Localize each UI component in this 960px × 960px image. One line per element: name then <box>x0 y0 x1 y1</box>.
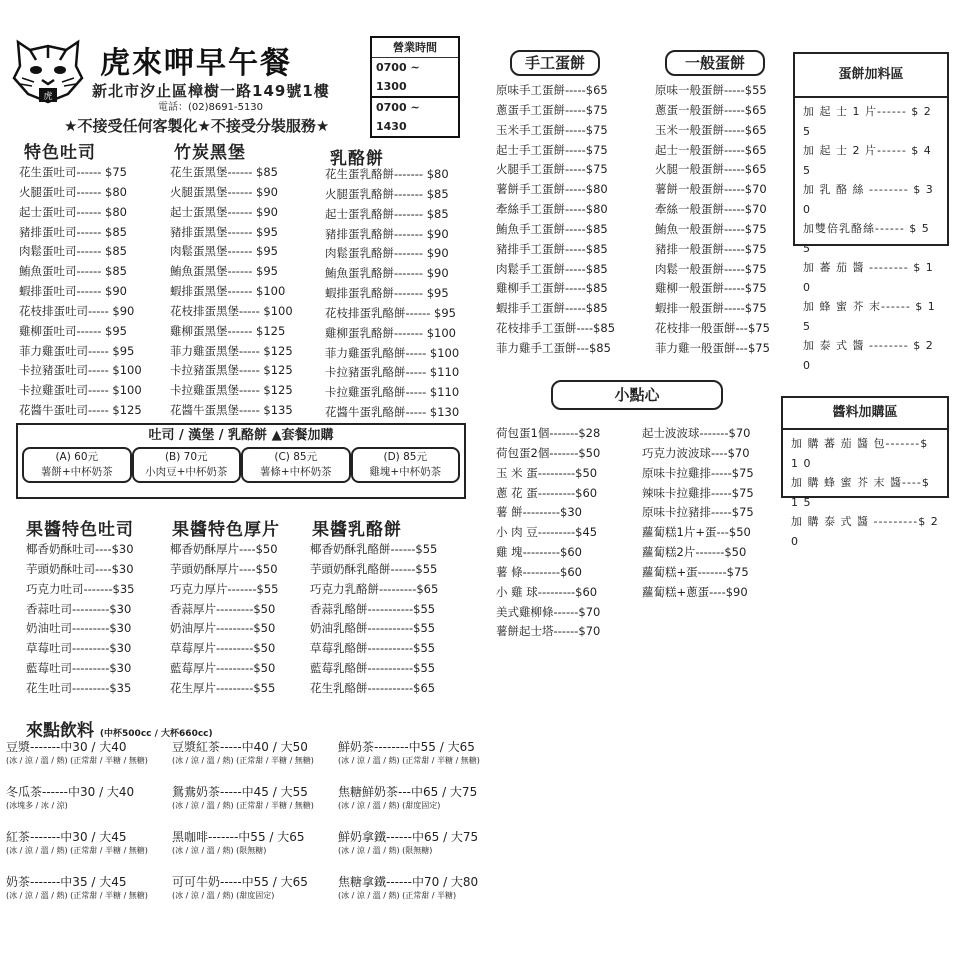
snacks-right-list <box>642 424 754 603</box>
drink-name-price: 鮮奶拿鐵------中65 / 大75 <box>338 830 479 844</box>
drink-name-price: 豆漿-------中30 / 大40 <box>6 740 127 754</box>
menu-item: 芋頭奶酥吐司----$30 <box>26 561 134 576</box>
menu-item: 豬排手工蛋餅-----$85 <box>496 241 608 256</box>
menu-item: 蘿蔔糕1片+蛋---$50 <box>642 525 751 540</box>
menu-item: 花生厚片---------$55 <box>170 680 276 695</box>
menu-item: 花枝排手工蛋餅----$85 <box>496 321 616 336</box>
menu-item: 薯 餅---------$30 <box>496 505 582 520</box>
menu-item: 花生蛋黑堡------ $85 <box>170 165 279 179</box>
menu-item: 蔥 花 蛋---------$60 <box>496 485 598 500</box>
hours-box <box>370 36 460 138</box>
drink-name-price: 鴛鴦奶茶-----中45 / 大55 <box>172 785 308 799</box>
addon-item: 加 蕃 茄 醬 -------- $ 1 0 <box>803 261 934 294</box>
menu-item: 起士波波球-------$70 <box>642 426 751 440</box>
menu-item: 卡拉雞蛋吐司----- $100 <box>19 383 142 398</box>
menu-item: 蘿蔔糕2片-------$50 <box>642 545 747 560</box>
menu-item: 玉米一般蛋餅-----$65 <box>655 122 767 137</box>
egg-addon-list <box>795 98 947 379</box>
cheese-title: 乳酪餅 <box>330 149 384 169</box>
menu-item: 起士蛋黑堡------ $90 <box>170 204 279 219</box>
menu-item: 藍莓吐司---------$30 <box>26 661 132 676</box>
drink-item <box>338 873 478 901</box>
menu-item: 鮪魚一般蛋餅-----$75 <box>655 221 767 236</box>
jam-toast-list <box>26 540 135 699</box>
combo-options <box>18 447 464 483</box>
drinks-subtitle: (中杯500cc / 大杯660cc) <box>99 729 213 739</box>
menu-item: 蝦排蛋乳酪餅------- $95 <box>325 286 449 301</box>
drink-options: (冰 / 涼 / 溫 / 熱) (正常甜 / 半糖 / 無糖) <box>338 756 480 765</box>
no-custom-notice: ★不接受任何客製化★不接受分裝服務★ <box>64 117 330 135</box>
menu-item: 草莓吐司---------$30 <box>26 641 132 656</box>
drink-item <box>6 828 148 856</box>
menu-item: 原味卡拉雞排-----$75 <box>642 465 754 480</box>
menu-item: 芋頭奶酥乳酪餅------$55 <box>310 561 438 576</box>
menu-item: 荷包蛋2個-------$50 <box>496 445 601 460</box>
drink-name-price: 黑咖啡-------中55 / 大65 <box>172 830 305 844</box>
drink-options: (冰 / 涼 / 溫 / 熱) (正常甜 / 半糖 / 無糖) <box>172 801 314 810</box>
combo-option-content: 薯餅+中杯奶茶 <box>40 466 113 478</box>
menu-item: 美式雞柳條------$70 <box>496 604 601 619</box>
drink-item <box>172 738 314 766</box>
menu-item: 花生蛋乳酪餅------- $80 <box>325 167 449 181</box>
drink-options: (冰 / 涼 / 溫 / 熱) (甜度固定) <box>338 801 441 810</box>
menu-item: 花生吐司---------$35 <box>26 680 132 695</box>
menu-item: 香蒜厚片---------$50 <box>170 601 276 616</box>
drink-item <box>338 783 477 811</box>
menu-item: 芋頭奶酥厚片----$50 <box>170 561 278 576</box>
combo-option <box>351 447 461 483</box>
menu-item: 肉鬆蛋黑堡------ $95 <box>170 244 279 259</box>
drink-item <box>6 738 148 766</box>
menu-item: 鮪魚蛋乳酪餅------- $90 <box>325 266 449 281</box>
menu-item: 花生乳酪餅-----------$65 <box>310 680 436 695</box>
drink-name-price: 鮮奶茶--------中55 / 大65 <box>338 740 475 754</box>
menu-item: 雞柳手工蛋餅-----$85 <box>496 281 608 296</box>
menu-item: 起士蛋乳酪餅------- $85 <box>325 206 449 221</box>
combo-box <box>16 423 466 499</box>
menu-item: 奶油厚片---------$50 <box>170 621 276 636</box>
menu-item: 花生蛋吐司------ $75 <box>19 165 128 179</box>
menu-item: 卡拉豬蛋吐司----- $100 <box>19 363 142 378</box>
menu-item: 花枝排蛋黑堡----- $100 <box>170 303 293 318</box>
drink-options: (冰 / 涼 / 溫 / 熱) (正常甜 / 半糖 / 無糖) <box>6 846 148 855</box>
menu-item: 牽絲手工蛋餅-----$80 <box>496 202 608 217</box>
menu-item: 起士蛋吐司------ $80 <box>19 204 128 219</box>
menu-item: 奶油吐司---------$30 <box>26 621 132 636</box>
addon-item: 加 購 泰 式 醬 ---------$ 2 0 <box>791 515 939 548</box>
hours-weekend: 0700 ~ 1430 <box>376 101 420 133</box>
drink-item <box>338 738 480 766</box>
jam-toast-title: 果醬特色吐司 <box>26 520 134 540</box>
menu-item: 辣味卡拉雞排-----$75 <box>642 485 754 500</box>
drink-name-price: 冬瓜茶------中30 / 大40 <box>6 785 135 799</box>
menu-item: 卡拉雞蛋黑堡----- $125 <box>170 383 293 398</box>
menu-item: 蝦排一般蛋餅-----$75 <box>655 301 767 316</box>
jam-cheese-title: 果醬乳酪餅 <box>312 520 402 540</box>
drink-options: (冰 / 涼 / 溫 / 熱) (正常甜 / 半糖) <box>338 891 457 900</box>
menu-item: 巧克力波波球----$70 <box>642 445 750 460</box>
jam-thick-list <box>170 540 279 699</box>
tiger-logo <box>6 32 90 106</box>
menu-item: 薯餅手工蛋餅-----$80 <box>496 182 608 197</box>
menu-item: 蔥蛋一般蛋餅-----$65 <box>655 102 767 117</box>
menu-item: 香蒜乳酪餅-----------$55 <box>310 601 436 616</box>
normal-title: 一般蛋餅 <box>665 50 765 76</box>
menu-item: 原味卡拉豬排-----$75 <box>642 505 754 520</box>
drink-name-price: 豆漿紅茶-----中40 / 大50 <box>172 740 308 754</box>
menu-item: 椰香奶酥吐司----$30 <box>26 542 134 556</box>
drink-name-price: 焦糖鮮奶茶---中65 / 大75 <box>338 785 478 799</box>
menu-item: 小 肉 豆---------$45 <box>496 525 598 540</box>
menu-item: 菲力雞蛋黑堡----- $125 <box>170 343 293 358</box>
menu-item: 花醬牛蛋吐司----- $125 <box>19 403 142 418</box>
menu-item: 巧克力吐司-------$35 <box>26 581 135 596</box>
drink-item <box>172 873 308 901</box>
menu-item: 火腿蛋乳酪餅------- $85 <box>325 186 449 201</box>
menu-item: 雞柳蛋吐司------ $95 <box>19 323 128 338</box>
menu-item: 花枝排蛋吐司----- $90 <box>19 303 135 318</box>
menu-item: 藍莓厚片---------$50 <box>170 661 276 676</box>
menu-item: 椰香奶酥乳酪餅------$55 <box>310 542 438 556</box>
menu-item: 荷包蛋1個-------$28 <box>496 426 601 440</box>
combo-option-price: (A) 60元 <box>55 451 99 463</box>
menu-item: 花枝排蛋乳酪餅------ $95 <box>325 305 457 320</box>
jam-cheese-list <box>310 540 438 699</box>
addon-item: 加 起 士 1 片------ $ 2 5 <box>803 105 932 138</box>
menu-item: 鮪魚手工蛋餅-----$85 <box>496 221 608 236</box>
shop-name: 虎來呷早午餐 <box>100 46 292 81</box>
combo-option <box>241 447 351 483</box>
sauce-addon-box <box>781 396 949 548</box>
menu-item: 花醬牛蛋黑堡----- $135 <box>170 403 293 418</box>
menu-item: 花醬牛蛋乳酪餅----- $130 <box>325 405 460 420</box>
menu-item: 草莓乳酪餅-----------$55 <box>310 641 436 656</box>
menu-item: 雞柳一般蛋餅-----$75 <box>655 281 767 296</box>
menu-item: 火腿手工蛋餅-----$75 <box>496 162 608 177</box>
drinks-title-text: 來點飲料 <box>26 721 94 741</box>
menu-item: 豬排蛋黑堡------ $95 <box>170 224 279 239</box>
menu-item: 巧克力乳酪餅---------$65 <box>310 581 439 596</box>
shop-address: 新北市汐止區樟樹一路149號1樓 <box>92 82 330 100</box>
menu-item: 椰香奶酥厚片----$50 <box>170 542 278 556</box>
addon-item: 加 乳 酪 絲 -------- $ 3 0 <box>803 183 934 216</box>
drink-name-price: 可可牛奶-----中55 / 大65 <box>172 875 308 889</box>
menu-item: 火腿蛋黑堡------ $90 <box>170 184 279 199</box>
menu-item: 玉米手工蛋餅-----$75 <box>496 122 608 137</box>
drink-options: (冰 / 涼 / 溫 / 熱) (正常甜 / 半糖 / 無糖) <box>6 756 148 765</box>
drink-name-price: 焦糖拿鐵------中70 / 大80 <box>338 875 479 889</box>
egg-addon-box <box>793 52 949 372</box>
menu-item: 卡拉雞蛋乳酪餅----- $110 <box>325 385 460 400</box>
drink-name-price: 奶茶-------中35 / 大45 <box>6 875 127 889</box>
menu-item: 蘿蔔糕+蔥蛋----$90 <box>642 584 748 599</box>
menu-item: 藍莓乳酪餅-----------$55 <box>310 661 436 676</box>
menu-item: 雞柳蛋乳酪餅------- $100 <box>325 325 456 340</box>
menu-item: 肉鬆蛋乳酪餅------- $90 <box>325 246 449 261</box>
addon-item: 加 起 士 2 片------ $ 4 5 <box>803 144 932 177</box>
jam-thick-title: 果醬特色厚片 <box>172 520 280 540</box>
menu-item: 起士一般蛋餅-----$65 <box>655 142 767 157</box>
egg-addon-title: 蛋餅加料區 <box>795 54 947 98</box>
snacks-title: 小點心 <box>551 380 723 410</box>
combo-option-content: 雞塊+中杯奶茶 <box>369 466 442 478</box>
drink-item <box>172 828 305 856</box>
menu-item: 蔥蛋手工蛋餅-----$75 <box>496 102 608 117</box>
handmade-list <box>496 81 615 359</box>
sauce-addon-list <box>783 430 947 555</box>
menu-item: 鮪魚蛋黑堡------ $95 <box>170 264 279 279</box>
drink-options: (冰塊多 / 冰 / 涼) <box>6 801 68 810</box>
menu-item: 奶油乳酪餅-----------$55 <box>310 621 436 636</box>
addon-item: 加 蜂 蜜 芥 末------ $ 1 5 <box>803 300 936 333</box>
combo-option-content: 薯條+中杯奶茶 <box>259 466 332 478</box>
cheese-list <box>325 165 459 423</box>
menu-item: 卡拉豬蛋黑堡----- $125 <box>170 363 293 378</box>
menu-item: 豬排蛋吐司------ $85 <box>19 224 128 239</box>
menu-item: 花枝排一般蛋餅---$75 <box>655 321 770 336</box>
hours-title: 營業時間 <box>372 38 458 58</box>
menu-item: 原味一般蛋餅-----$55 <box>655 83 767 97</box>
handmade-title: 手工蛋餅 <box>510 50 600 76</box>
menu-item: 菲力雞蛋吐司----- $95 <box>19 343 135 358</box>
snacks-left-list <box>496 424 600 642</box>
addon-item: 加 購 蕃 茄 醬 包-------$ 1 0 <box>791 437 929 470</box>
menu-item: 卡拉豬蛋乳酪餅----- $110 <box>325 365 460 380</box>
sauce-addon-title: 醬料加購區 <box>783 398 947 430</box>
toast-title: 特色吐司 <box>24 143 96 163</box>
combo-option-price: (B) 70元 <box>164 451 208 463</box>
menu-item: 香蒜吐司---------$30 <box>26 601 132 616</box>
menu-item: 肉鬆手工蛋餅-----$85 <box>496 261 608 276</box>
drink-options: (冰 / 涼 / 溫 / 熱) (限無糖) <box>172 846 267 855</box>
drink-options: (冰 / 涼 / 溫 / 熱) (限無糖) <box>338 846 433 855</box>
addon-item: 加雙倍乳酪絲------ $ 5 5 <box>803 222 930 255</box>
menu-item: 菲力雞一般蛋餅---$75 <box>655 340 770 355</box>
hours-weekday: 0700 ~ 1300 <box>372 58 458 98</box>
menu-item: 菲力雞手工蛋餅---$85 <box>496 340 611 355</box>
menu-item: 薯餅一般蛋餅-----$70 <box>655 182 767 197</box>
menu-item: 原味手工蛋餅-----$65 <box>496 83 608 97</box>
menu-item: 菲力雞蛋乳酪餅----- $100 <box>325 345 460 360</box>
combo-option-price: (C) 85元 <box>274 451 318 463</box>
menu-item: 巧克力厚片-------$55 <box>170 581 279 596</box>
toast-list <box>19 163 142 421</box>
menu-item: 蘿蔔糕+蛋-------$75 <box>642 564 749 579</box>
combo-title: 吐司 / 漢堡 / 乳酪餅 ▲套餐加購 <box>148 428 334 443</box>
menu-item: 蝦排蛋吐司------ $90 <box>19 284 128 299</box>
drink-options: (冰 / 涼 / 溫 / 熱) (正常甜 / 半糖 / 無糖) <box>172 756 314 765</box>
menu-item: 火腿一般蛋餅-----$65 <box>655 162 767 177</box>
burger-list <box>170 163 293 421</box>
menu-item: 肉鬆蛋吐司------ $85 <box>19 244 128 259</box>
addon-item: 加 泰 式 醬 -------- $ 2 0 <box>803 339 934 372</box>
menu-item: 草莓厚片---------$50 <box>170 641 276 656</box>
drink-item <box>172 783 314 811</box>
menu-item: 雞 塊---------$60 <box>496 545 582 560</box>
menu-item: 豬排一般蛋餅-----$75 <box>655 241 767 256</box>
menu-item: 鮪魚蛋吐司------ $85 <box>19 264 128 279</box>
menu-item: 肉鬆一般蛋餅-----$75 <box>655 261 767 276</box>
menu-item: 薯餅起士塔------$70 <box>496 624 601 639</box>
menu-item: 蝦排蛋黑堡------ $100 <box>170 284 286 299</box>
combo-option <box>132 447 242 483</box>
menu-item: 蝦排手工蛋餅-----$85 <box>496 301 608 316</box>
menu-item: 起士手工蛋餅-----$75 <box>496 142 608 157</box>
drink-item <box>6 873 148 901</box>
combo-option <box>22 447 132 483</box>
menu-item: 牽絲一般蛋餅-----$70 <box>655 202 767 217</box>
drink-options: (冰 / 涼 / 溫 / 熱) (正常甜 / 半糖 / 無糖) <box>6 891 148 900</box>
drink-item <box>338 828 478 856</box>
menu-item: 豬排蛋乳酪餅------- $90 <box>325 226 449 241</box>
normal-list <box>655 81 770 359</box>
menu-item: 玉 米 蛋---------$50 <box>496 465 598 480</box>
menu-item: 薯 條---------$60 <box>496 564 582 579</box>
menu-item: 火腿蛋吐司------ $80 <box>19 184 128 199</box>
combo-option-price: (D) 85元 <box>383 451 427 463</box>
addon-item: 加 購 蜂 蜜 芥 末 醬----$ 1 5 <box>791 476 930 509</box>
drink-name-price: 紅茶-------中30 / 大45 <box>6 830 127 844</box>
combo-option-content: 小肉豆+中杯奶茶 <box>145 466 228 478</box>
shop-phone: 電話：(02)8691-5130 <box>158 102 264 113</box>
logo-text: 虎 <box>43 92 53 102</box>
drink-options: (冰 / 涼 / 溫 / 熱) (甜度固定) <box>172 891 275 900</box>
drink-item <box>6 783 134 811</box>
menu-item: 小 雞 球---------$60 <box>496 584 598 599</box>
menu-item: 雞柳蛋黑堡------ $125 <box>170 323 286 338</box>
burger-title: 竹炭黑堡 <box>174 143 246 163</box>
